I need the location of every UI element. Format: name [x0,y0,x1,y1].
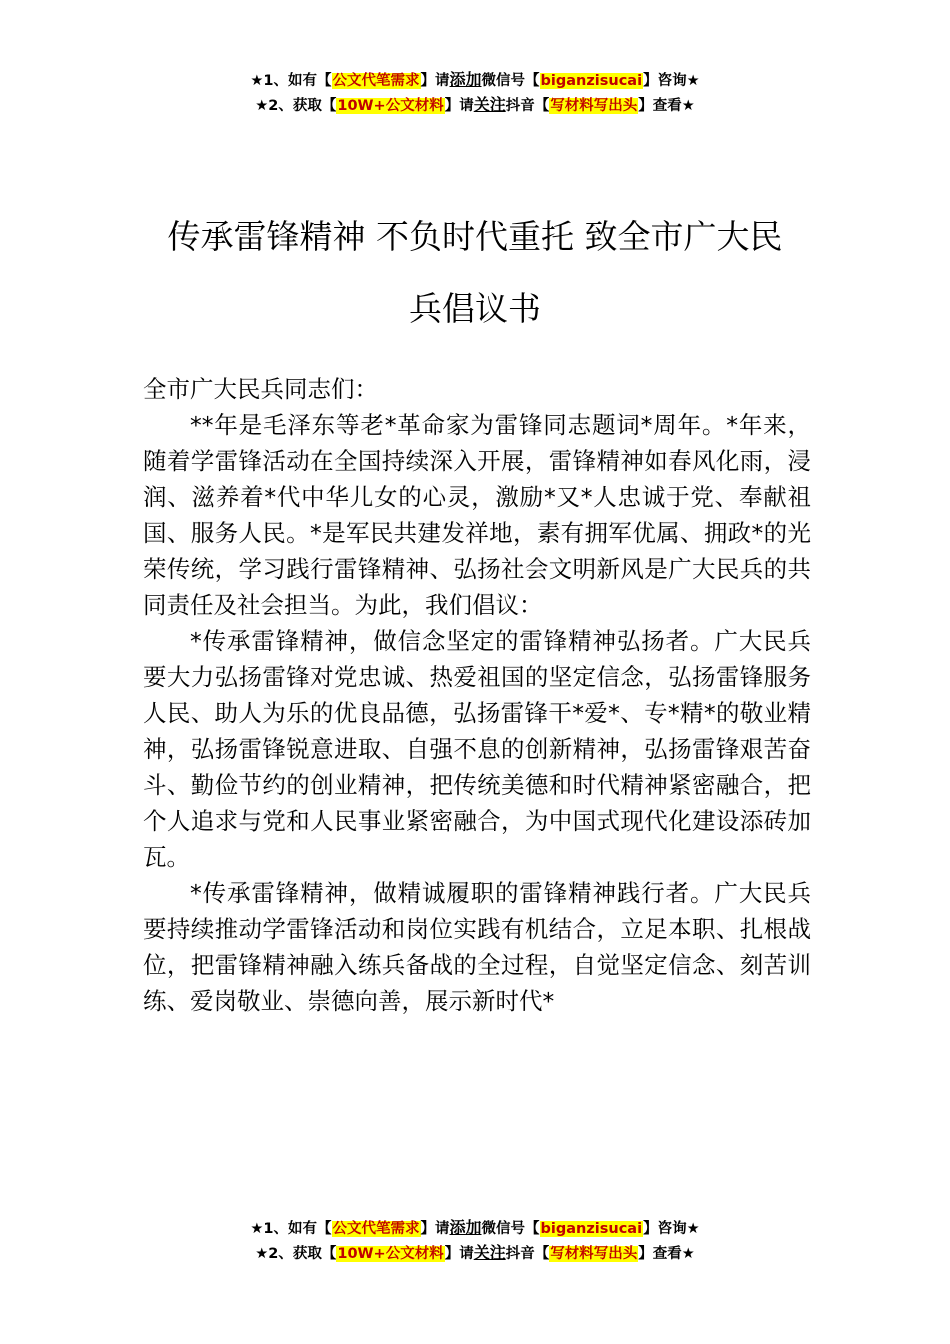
title-line-2: 兵倡议书 [409,289,541,328]
banner-line-2 [0,93,950,118]
body-paragraph-2: *传承雷锋精神，做信念坚定的雷锋精神弘扬者。广大民兵要大力弘扬雷锋对党忠诚、热爱祖国的坚定信念，弘扬雷锋服务人民、助人为乐的优良品德，弘扬雷锋干*爱*、专*精*的敬业精神，弘扬雷锋锐意进取、自强不息的创新精神，弘扬雷锋艰苦奋斗、勤俭节约的创业精神，把传统美德和时代精神紧密融合，把个人追求与党和人民事业紧密融合，为中国式现代化建设添砖加瓦。 [143,627,811,871]
banner-highlight: 写材料写出头 [550,98,638,114]
banner-underline: 关注 [473,1243,506,1262]
banner-text: ★1、如有【 [250,73,332,89]
document-body [143,371,811,1019]
banner-text: 】请 [444,98,474,114]
banner-text: 抖音【 [505,98,550,114]
banner-text: 微信号【 [481,73,540,89]
banner-highlight: 10W+公文材料 [337,1246,444,1262]
body-paragraph-3: *传承雷锋精神，做精诚履职的雷锋精神践行者。广大民兵要持续推动学雷锋活动和岗位实践有机结合，立足本职、扎根战位，把雷锋精神融入练兵备战的全过程，自觉坚定信念、刻苦训练、爱岗敬业、崇德向善，展示新时代* [143,879,811,1015]
banner-highlight: biganzisucai [540,1221,643,1237]
banner-underline: 添加 [449,70,482,89]
banner-highlight: biganzisucai [540,73,643,89]
banner-text: 微信号【 [481,1221,540,1237]
footer-banner [0,1216,950,1266]
banner-text: 】请 [420,73,450,89]
salutation: 全市广大民兵同志们： [143,375,378,403]
banner-highlight: 10W+公文材料 [337,98,444,114]
banner-highlight: 公文代笔需求 [332,73,420,89]
header-banner [0,68,950,118]
banner-text: ★2、获取【 [255,1246,337,1262]
banner-line-1 [0,1216,950,1241]
body-paragraph-1: **年是毛泽东等老*革命家为雷锋同志题词*周年。*年来，随着学雷锋活动在全国持续深入开展，雷锋精神如春风化雨，浸润、滋养着*代中华儿女的心灵，激励*又*人忠诚于党、奉献祖国、服务人民。*是军民共建发祥地，素有拥军优属、拥政*的光荣传统，学习践行雷锋精神、弘扬社会文明新风是广大民兵的共同责任及社会担当。为此，我们倡议： [143,411,811,619]
banner-text: 】请 [420,1221,450,1237]
banner-highlight: 写材料写出头 [550,1246,638,1262]
banner-text: 】查看★ [638,98,695,114]
banner-text: 】咨询★ [643,73,700,89]
banner-line-2 [0,1241,950,1266]
title-line-1: 传承雷锋精神 不负时代重托 致全市广大民 [167,217,783,256]
document-title [140,208,810,338]
banner-text: 】请 [444,1246,474,1262]
banner-text: ★1、如有【 [250,1221,332,1237]
banner-line-1 [0,68,950,93]
banner-text: 】咨询★ [643,1221,700,1237]
banner-underline: 添加 [449,1218,482,1237]
banner-highlight: 公文代笔需求 [332,1221,420,1237]
banner-underline: 关注 [473,95,506,114]
banner-text: 抖音【 [505,1246,550,1262]
banner-text: ★2、获取【 [255,98,337,114]
banner-text: 】查看★ [638,1246,695,1262]
